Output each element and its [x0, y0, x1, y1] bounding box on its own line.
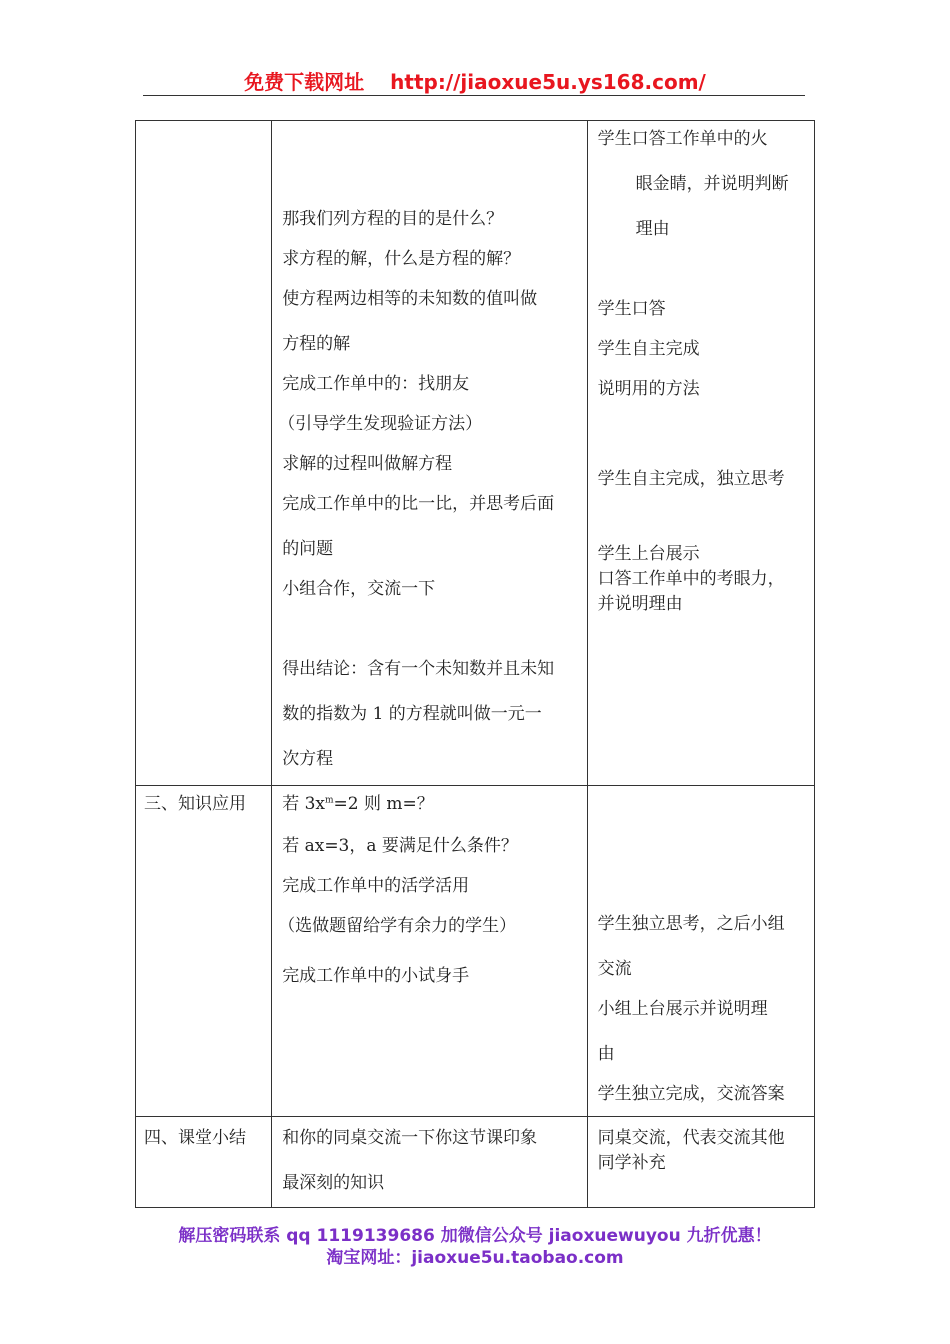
stage-cell: [136, 786, 272, 1117]
teacher-line: 最深刻的知识: [282, 1173, 385, 1193]
equation-text: =2 则 m=？: [333, 794, 434, 814]
teacher-line: 那我们列方程的目的是什么？: [282, 209, 504, 229]
teacher-line: 的问题: [282, 539, 334, 559]
teacher-line: 求解的过程叫做解方程: [282, 454, 453, 474]
header-divider: [143, 95, 805, 96]
student-line: 眼金睛，并说明判断: [635, 174, 789, 194]
student-line: 小组上台展示并说明理: [597, 999, 768, 1019]
student-activity-cell: [587, 121, 814, 786]
teacher-activity-cell: [272, 1117, 587, 1208]
student-line: 学生独立完成，交流答案: [597, 1084, 785, 1104]
equation-question: [282, 789, 434, 814]
footer-contact: 解压密码联系 qq 1119139686 加微信公众号 jiaoxuewuyou 九折优惠！: [178, 1226, 772, 1246]
teacher-line: 方程的解: [282, 334, 351, 354]
teacher-line: 小组合作，交流一下: [282, 579, 436, 599]
student-activity-cell: [587, 786, 814, 1117]
student-line: 理由: [635, 219, 670, 239]
student-line: 学生自主完成: [597, 339, 700, 359]
stage-label: 四、课堂小结: [144, 1128, 246, 1148]
stage-label: 三、知识应用: [144, 794, 246, 814]
table-row: [136, 121, 815, 786]
teacher-activity-cell: [272, 786, 587, 1117]
teacher-line: 求方程的解，什么是方程的解？: [282, 249, 521, 269]
footer-shop-url[interactable]: 淘宝网址：jiaoxue5u.taobao.com: [326, 1248, 624, 1268]
teacher-line: 完成工作单中的小试身手: [282, 966, 470, 986]
teacher-line: 完成工作单中的：找朋友: [282, 374, 470, 394]
teacher-line: 得出结论：含有一个未知数并且未知: [282, 659, 555, 679]
student-line: 同学补充: [597, 1153, 666, 1173]
teacher-line: 完成工作单中的活学活用: [282, 876, 470, 896]
teacher-line: 和你的同桌交流一下你这节课印象: [282, 1128, 538, 1148]
table-row: [136, 1117, 815, 1208]
student-line: 学生独立思考，之后小组: [597, 914, 785, 934]
student-line: 说明用的方法: [597, 379, 700, 399]
student-line: 同桌交流，代表交流其他: [597, 1128, 785, 1148]
student-line: 口答工作单中的考眼力，: [597, 569, 785, 589]
header-label: 免费下载网址: [244, 70, 365, 94]
equation-text: 若 3x: [282, 794, 325, 814]
student-line: 并说明理由: [597, 594, 683, 614]
teacher-activity-cell: [272, 121, 587, 786]
table-row: [136, 786, 815, 1117]
teacher-line: 数的指数为 1 的方程就叫做一元一: [282, 704, 542, 724]
student-line: 学生上台展示: [597, 544, 700, 564]
teacher-line: 使方程两边相等的未知数的值叫做: [282, 289, 538, 309]
stage-cell: [136, 1117, 272, 1208]
student-activity-cell: [587, 1117, 814, 1208]
student-line: 学生口答: [597, 299, 666, 319]
equation-exponent: m: [325, 795, 334, 806]
teacher-line: （引导学生发现验证方法）: [278, 414, 483, 434]
teacher-line: 次方程: [282, 749, 334, 769]
header-banner: [0, 66, 950, 95]
student-line: 由: [597, 1044, 615, 1064]
student-line: 学生自主完成，独立思考: [597, 469, 785, 489]
teacher-line: 若 ax=3，a 要满足什么条件？: [282, 836, 518, 856]
lesson-table: [135, 120, 815, 1208]
header-url[interactable]: http://jiaoxue5u.ys168.com/: [390, 70, 706, 94]
student-line: 学生口答工作单中的火: [597, 129, 768, 149]
stage-cell: [136, 121, 272, 786]
teacher-line: （选做题留给学有余力的学生）: [278, 916, 517, 936]
teacher-line: 完成工作单中的比一比，并思考后面: [282, 494, 555, 514]
student-line: 交流: [597, 959, 632, 979]
